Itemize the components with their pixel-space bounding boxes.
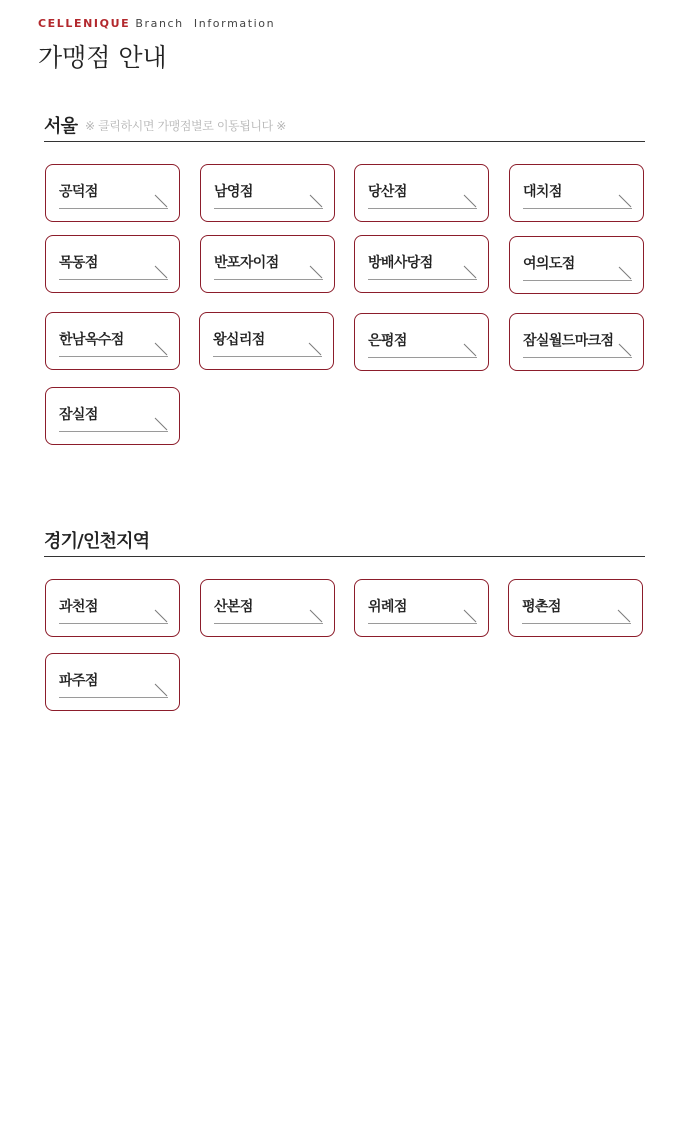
branch-label: 한남옥수점 bbox=[59, 332, 124, 348]
divider bbox=[59, 697, 168, 698]
diagonal-arrow-icon bbox=[154, 194, 168, 208]
diagonal-arrow-icon bbox=[154, 265, 168, 279]
diagonal-arrow-icon bbox=[463, 343, 477, 357]
diagonal-arrow-icon bbox=[308, 342, 322, 356]
branch-button[interactable] bbox=[508, 579, 643, 637]
divider bbox=[59, 356, 168, 357]
branch-label: 위례점 bbox=[368, 599, 407, 615]
divider bbox=[368, 208, 477, 209]
branch-button[interactable] bbox=[509, 313, 644, 371]
divider bbox=[214, 623, 323, 624]
branch-button[interactable] bbox=[45, 653, 180, 711]
divider bbox=[59, 208, 168, 209]
branch-label: 공덕점 bbox=[59, 184, 98, 200]
branch-label: 파주점 bbox=[59, 673, 98, 689]
branch-button[interactable] bbox=[354, 313, 489, 371]
diagonal-arrow-icon bbox=[463, 194, 477, 208]
page-title: 가맹점 안내 bbox=[38, 43, 167, 72]
divider bbox=[214, 279, 323, 280]
branch-label: 은평점 bbox=[368, 333, 407, 349]
branch-button[interactable] bbox=[509, 236, 644, 294]
branch-label: 산본점 bbox=[214, 599, 253, 615]
branch-label: 당산점 bbox=[368, 184, 407, 200]
section-header-seoul bbox=[44, 115, 645, 142]
diagonal-arrow-icon bbox=[154, 417, 168, 431]
branch-label: 잠실점 bbox=[59, 407, 98, 423]
branch-button[interactable] bbox=[45, 312, 180, 370]
section-title: 경기/인천지역 bbox=[44, 531, 150, 552]
branch-label: 방배사당점 bbox=[368, 255, 433, 271]
branch-button[interactable] bbox=[200, 164, 335, 222]
diagonal-arrow-icon bbox=[617, 609, 631, 623]
branch-label: 잠실월드마크점 bbox=[523, 333, 614, 349]
diagonal-arrow-icon bbox=[309, 609, 323, 623]
branch-button[interactable] bbox=[354, 579, 489, 637]
branch-button[interactable] bbox=[200, 235, 335, 293]
page-eyebrow bbox=[38, 17, 275, 30]
divider bbox=[368, 623, 477, 624]
branch-label: 왕십리점 bbox=[213, 332, 265, 348]
divider bbox=[213, 356, 322, 357]
branch-button[interactable] bbox=[45, 235, 180, 293]
divider bbox=[59, 623, 168, 624]
section-header-gyeonggi-incheon bbox=[44, 530, 645, 557]
branch-button[interactable] bbox=[354, 235, 489, 293]
branch-label: 대치점 bbox=[523, 184, 562, 200]
divider bbox=[522, 623, 631, 624]
section-note: ※ 클릭하시면 가맹점별로 이동됩니다 ※ bbox=[85, 119, 286, 133]
eyebrow-subtitle: Branch Information bbox=[135, 17, 276, 30]
diagonal-arrow-icon bbox=[463, 265, 477, 279]
diagonal-arrow-icon bbox=[463, 609, 477, 623]
diagonal-arrow-icon bbox=[154, 342, 168, 356]
branch-label: 목동점 bbox=[59, 255, 98, 271]
diagonal-arrow-icon bbox=[309, 194, 323, 208]
branch-button[interactable] bbox=[45, 387, 180, 445]
divider bbox=[523, 208, 632, 209]
diagonal-arrow-icon bbox=[618, 266, 632, 280]
branch-button[interactable] bbox=[509, 164, 644, 222]
branch-button[interactable] bbox=[199, 312, 334, 370]
branch-label: 여의도점 bbox=[523, 256, 575, 272]
branch-button[interactable] bbox=[45, 164, 180, 222]
branch-label: 남영점 bbox=[214, 184, 253, 200]
divider bbox=[59, 279, 168, 280]
brand-name: CELLENIQUE bbox=[38, 17, 131, 30]
branch-button[interactable] bbox=[200, 579, 335, 637]
diagonal-arrow-icon bbox=[154, 609, 168, 623]
divider bbox=[523, 280, 632, 281]
section-title: 서울 bbox=[44, 116, 78, 137]
branch-label: 과천점 bbox=[59, 599, 98, 615]
divider bbox=[214, 208, 323, 209]
diagonal-arrow-icon bbox=[618, 343, 632, 357]
branch-label: 반포자이점 bbox=[214, 255, 279, 271]
branch-button[interactable] bbox=[354, 164, 489, 222]
divider bbox=[368, 279, 477, 280]
diagonal-arrow-icon bbox=[154, 683, 168, 697]
branch-label: 평촌점 bbox=[522, 599, 561, 615]
branch-button[interactable] bbox=[45, 579, 180, 637]
divider bbox=[523, 357, 632, 358]
diagonal-arrow-icon bbox=[618, 194, 632, 208]
diagonal-arrow-icon bbox=[309, 265, 323, 279]
divider bbox=[59, 431, 168, 432]
divider bbox=[368, 357, 477, 358]
